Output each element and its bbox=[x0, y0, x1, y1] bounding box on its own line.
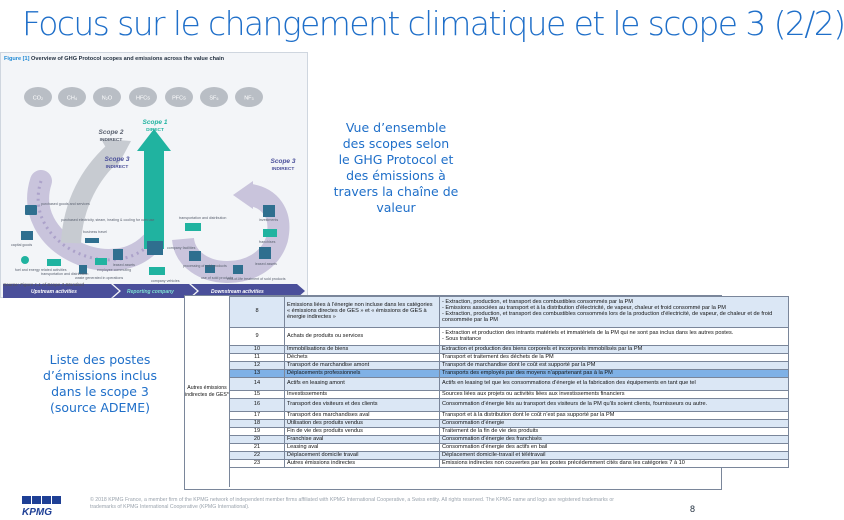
row-number: 18 bbox=[230, 420, 285, 428]
gas-label: N₂O bbox=[101, 95, 113, 102]
item-label: investments bbox=[259, 218, 279, 222]
caption-line: Vue d’ensemble bbox=[345, 120, 447, 135]
row-number: 17 bbox=[230, 412, 285, 420]
row-category: Investissements bbox=[285, 391, 440, 399]
table-row bbox=[230, 354, 789, 362]
row-number: 15 bbox=[230, 391, 285, 399]
row-description bbox=[440, 297, 789, 328]
scope1-type: DIRECT bbox=[146, 128, 164, 133]
row-number: 23 bbox=[230, 460, 285, 468]
transport-icon bbox=[47, 259, 61, 266]
gas-label: PFCs bbox=[172, 95, 186, 102]
item-label: transportation and distribution bbox=[179, 216, 227, 220]
travel-icon bbox=[85, 238, 99, 243]
caption-line: le GHG Protocol et bbox=[338, 152, 454, 167]
band-label: Reporting company bbox=[127, 289, 174, 295]
row-category: Actifs en leasing amont bbox=[285, 378, 440, 391]
commute-icon bbox=[95, 258, 107, 265]
table-row bbox=[230, 460, 789, 468]
row-description bbox=[440, 346, 789, 354]
value-chain-diagram bbox=[1, 53, 307, 297]
item-label: leased assets bbox=[113, 263, 135, 267]
table-row bbox=[230, 378, 789, 391]
table-row bbox=[230, 370, 789, 378]
description-line: - Extraction, production, et transport des combustibles consommés par la PM bbox=[442, 299, 633, 306]
description-line: Sources liées aux projets ou activités liées aux investissements financiers bbox=[442, 390, 625, 397]
facility-icon bbox=[147, 241, 163, 255]
gas-cloud bbox=[129, 87, 157, 107]
row-description bbox=[440, 428, 789, 436]
row-description bbox=[440, 444, 789, 452]
row-number: 10 bbox=[230, 346, 285, 354]
row-number: 14 bbox=[230, 378, 285, 391]
row-description bbox=[440, 328, 789, 346]
gas-label: CO₂ bbox=[32, 95, 44, 102]
table-row bbox=[230, 436, 789, 444]
band-label: Upstream activities bbox=[31, 289, 77, 295]
leased-assets-icon bbox=[259, 247, 271, 259]
scope2-name: Scope 2 bbox=[98, 129, 124, 136]
table-row bbox=[230, 346, 789, 354]
scope3-left-type: INDIRECT bbox=[105, 165, 129, 170]
caption-line: des émissions à bbox=[346, 168, 446, 183]
leased-assets-icon bbox=[113, 249, 123, 260]
gas-label: CH₄ bbox=[66, 95, 78, 102]
item-label: purchased goods and services bbox=[41, 202, 90, 206]
gas-label: HFCs bbox=[135, 95, 151, 102]
table-row bbox=[230, 297, 789, 328]
franchise-icon bbox=[263, 229, 277, 237]
row-category: Fin de vie des produits vendus bbox=[285, 428, 440, 436]
gas-cloud bbox=[93, 87, 121, 107]
row-description bbox=[440, 354, 789, 362]
description-line: Extraction et production des biens corporels et incorporels immobilisés par la PM bbox=[442, 345, 643, 352]
end-of-life-icon bbox=[233, 265, 243, 274]
emissions-table bbox=[229, 296, 789, 468]
row-description bbox=[440, 362, 789, 370]
item-label: company facilities bbox=[167, 246, 196, 250]
investments-icon bbox=[263, 205, 275, 217]
row-description bbox=[440, 420, 789, 428]
caption-line: Liste des postes bbox=[49, 352, 151, 367]
description-line: - Sous traitance bbox=[442, 335, 482, 342]
row-category: Transport des visiteurs et des clients bbox=[285, 399, 440, 412]
scope1-arrow bbox=[144, 149, 164, 249]
item-label: end-of-life treatment of sold products bbox=[227, 277, 286, 281]
item-label: capital goods bbox=[11, 243, 33, 247]
description-line: Consommation d’énergie des actifs en bail bbox=[442, 443, 548, 450]
caption-line: d’émissions inclus bbox=[43, 368, 157, 383]
caption-line: (source ADEME) bbox=[50, 400, 150, 415]
row-number: 21 bbox=[230, 444, 285, 452]
caption-line: travers la chaîne de bbox=[333, 184, 459, 199]
row-category: Autres émissions indirectes bbox=[285, 460, 440, 468]
gas-label: NF₃ bbox=[244, 95, 254, 102]
table-row bbox=[230, 362, 789, 370]
row-description bbox=[440, 391, 789, 399]
row-category: Déplacements professionnels bbox=[285, 370, 440, 378]
row-description bbox=[440, 399, 789, 412]
scope3-right-name: Scope 3 bbox=[270, 158, 296, 165]
row-category: Transport de marchandise amont bbox=[285, 362, 440, 370]
row-number: 12 bbox=[230, 362, 285, 370]
table-body bbox=[230, 297, 789, 468]
caption-line: des scopes selon bbox=[342, 136, 450, 151]
table-group-label: Autres émissions indirectes de GES* bbox=[185, 296, 230, 487]
svg-text:KPMG: KPMG bbox=[22, 507, 52, 518]
scopes-caption bbox=[322, 120, 470, 216]
band-label: Downstream activities bbox=[211, 289, 264, 295]
copyright-note: © 2018 KPMG France, a member firm of the KPMG network of independent member firms affiliated with KPMG International Cooperative, a Swiss entity. All rights reserved. The KPMG name and logo are registered trademarks or trademarks of KPMG International Cooperative (KPMG International). bbox=[90, 497, 614, 510]
description-line: Emissions indirectes non couvertes par les postes précédemment cités dans les catégories 7 à 10 bbox=[442, 459, 685, 466]
processing-icon bbox=[189, 251, 201, 261]
row-number: 11 bbox=[230, 354, 285, 362]
description-line: Transport et à la distribution dont le coût n’est pas supporté par la PM bbox=[442, 411, 615, 418]
scope3-right-type: INDIRECT bbox=[271, 167, 295, 172]
table-row bbox=[230, 420, 789, 428]
item-label: use of sold products bbox=[201, 276, 234, 280]
description-line: Transport de marchandise dont le coût est supporté par la PM bbox=[442, 361, 596, 368]
description-line: Transport et traitement des déchets de la PM bbox=[442, 353, 554, 360]
row-description bbox=[440, 412, 789, 420]
row-description bbox=[440, 436, 789, 444]
row-number: 19 bbox=[230, 428, 285, 436]
ademe-emissions-table bbox=[184, 295, 773, 490]
gas-label: SF₆ bbox=[209, 95, 219, 102]
row-description bbox=[440, 452, 789, 460]
description-line: Traitement de la fin de vie des produits bbox=[442, 427, 539, 434]
page-number: 8 bbox=[690, 504, 696, 514]
row-category: Leasing aval bbox=[285, 444, 440, 452]
description-line: Consommation d’énergie des franchisés bbox=[442, 435, 542, 442]
gas-cloud bbox=[24, 87, 52, 107]
description-line: - Emissions associées au transport et à la distribution d’électricité, de vapeur, chaleur et froid consommé par la PM bbox=[442, 305, 726, 312]
row-category: Emissions liées à l’énergie non incluse dans les catégories « émissions directes de GES » et « émissions de GES à énergie indirectes » bbox=[285, 297, 440, 328]
scope1-name: Scope 1 bbox=[142, 119, 168, 126]
table-row bbox=[230, 444, 789, 452]
item-label: purchased electricity, steam, heating & cooling for own use bbox=[61, 218, 155, 222]
capital-goods-icon bbox=[21, 231, 33, 240]
ademe-caption bbox=[34, 352, 166, 416]
slide-title: Focus sur le changement climatique et le scope 3 (2/2) bbox=[22, 4, 844, 43]
item-label: processing of sold products bbox=[183, 264, 227, 268]
row-category: Achats de produits ou services bbox=[285, 328, 440, 346]
scope3-left-name: Scope 3 bbox=[104, 156, 130, 163]
row-number: 9 bbox=[230, 328, 285, 346]
table-row bbox=[230, 428, 789, 436]
row-number: 8 bbox=[230, 297, 285, 328]
item-label: franchises bbox=[259, 240, 276, 244]
description-line: - Extraction et production des intrants matériels et immatériels de la PM qui ne sont pas inclus dans les autres postes. bbox=[442, 329, 734, 336]
description-line: Actifs en leasing tel que les consommations d’énergie et la fabrication des équipements en tant que tel bbox=[442, 380, 696, 387]
row-number: 20 bbox=[230, 436, 285, 444]
description-line: - Extraction, production, et transport des combustibles consommés lors de la production d’électricité, de vapeur, de chaleur et de froid consommée par la PM bbox=[442, 311, 773, 323]
truck-icon bbox=[185, 223, 201, 231]
ghg-scopes-figure bbox=[0, 52, 308, 298]
row-category: Déplacement domicile travail bbox=[285, 452, 440, 460]
figure-number: Figure [1] bbox=[4, 56, 30, 62]
description-line: Déplacement domicile-travail et télétravail bbox=[442, 451, 546, 458]
row-category: Immobilisations de biens bbox=[285, 346, 440, 354]
description-line: Transports des employés par des moyens n’appartenant pas à la PM bbox=[442, 369, 613, 376]
item-label: company vehicles bbox=[151, 279, 180, 283]
item-label: leased assets bbox=[255, 262, 277, 266]
table-row bbox=[230, 412, 789, 420]
gas-cloud bbox=[235, 87, 263, 107]
table-row bbox=[230, 328, 789, 346]
row-description bbox=[440, 370, 789, 378]
goods-icon bbox=[25, 205, 37, 215]
row-category: Déchets bbox=[285, 354, 440, 362]
gas-cloud bbox=[165, 87, 193, 107]
caption-line: dans le scope 3 bbox=[51, 384, 149, 399]
item-label: waste generated in operations bbox=[75, 276, 124, 280]
row-description bbox=[440, 460, 789, 468]
gas-cloud bbox=[200, 87, 228, 107]
row-number: 16 bbox=[230, 399, 285, 412]
description-line: Consommation d’énergie bbox=[442, 419, 505, 426]
row-category: Transport des marchandises aval bbox=[285, 412, 440, 420]
gas-clouds bbox=[24, 87, 263, 107]
item-label: fuel and energy related activities bbox=[15, 268, 67, 272]
table-row bbox=[230, 452, 789, 460]
scope2-type: INDIRECT bbox=[99, 138, 123, 143]
row-category: Utilisation des produits vendus bbox=[285, 420, 440, 428]
fuel-icon bbox=[21, 256, 29, 264]
table-row bbox=[230, 391, 789, 399]
row-number: 13 bbox=[230, 370, 285, 378]
table-row bbox=[230, 399, 789, 412]
vehicle-icon bbox=[149, 267, 165, 275]
gas-cloud bbox=[58, 87, 86, 107]
description-line: Consommation d’énergie liés au transport des visiteurs de la PM qu’ils soient clients, fournisseurs ou autre. bbox=[442, 401, 708, 408]
item-label: business travel bbox=[83, 230, 107, 234]
row-number: 22 bbox=[230, 452, 285, 460]
item-label: transportation and distribution bbox=[41, 272, 89, 276]
row-description bbox=[440, 378, 789, 391]
figure-title: Overview of GHG Protocol scopes and emissions across the value chain bbox=[31, 56, 225, 62]
kpmg-logo bbox=[20, 495, 66, 517]
figure-source: Source: Figure 1.1 of Scope 3 Standard bbox=[3, 282, 84, 287]
caption-line: valeur bbox=[376, 200, 416, 215]
item-label: employee commuting bbox=[97, 268, 132, 272]
figure-caption bbox=[4, 56, 224, 62]
row-category: Franchise aval bbox=[285, 436, 440, 444]
